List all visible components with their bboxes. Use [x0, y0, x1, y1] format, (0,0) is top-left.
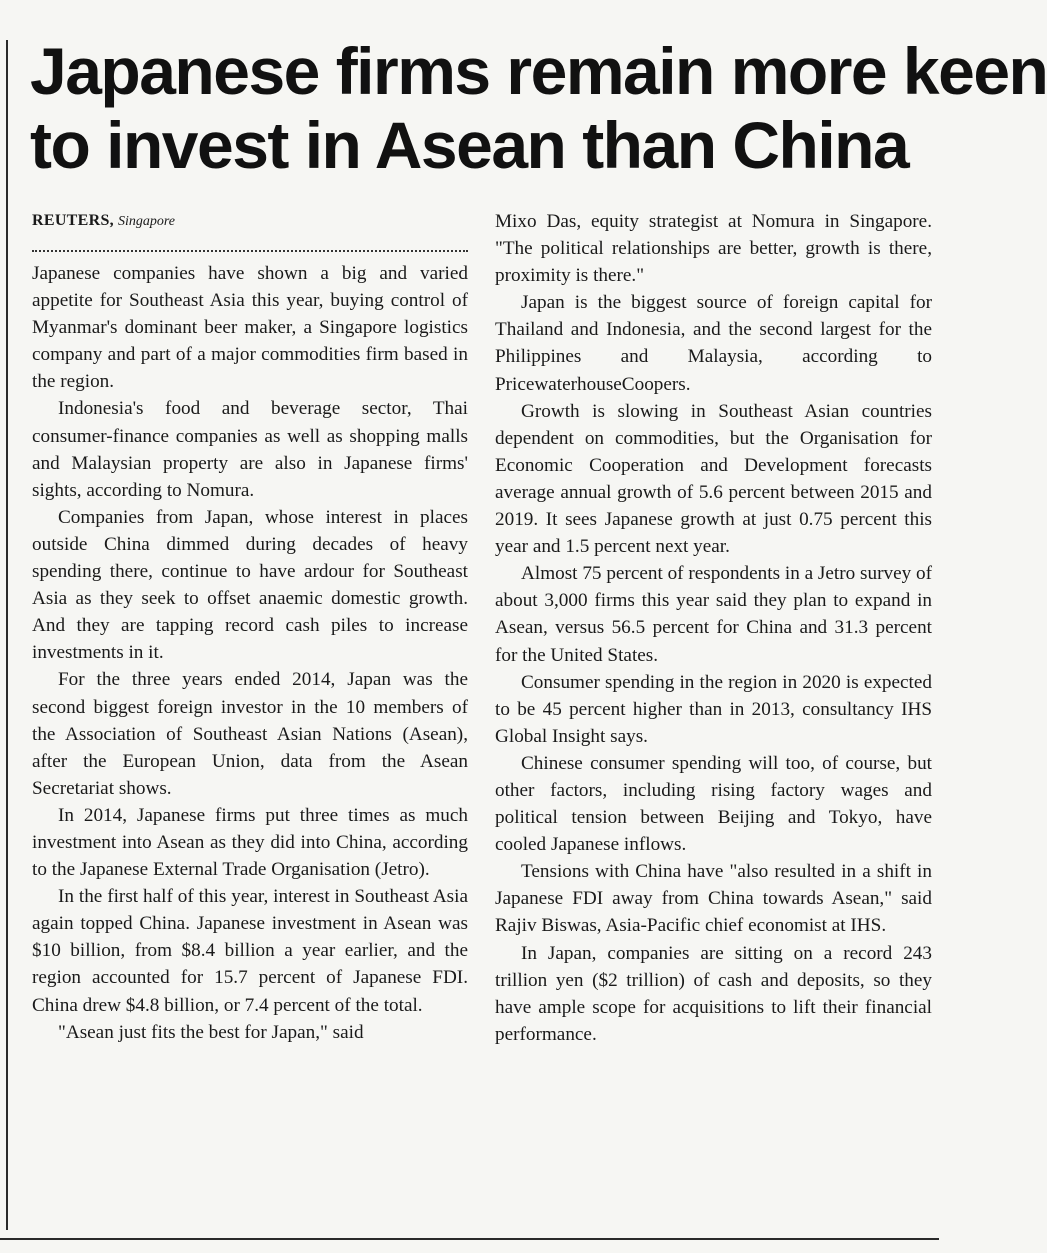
- paragraph: For the three years ended 2014, Japan was the second biggest foreign investor in the 10 members of the Association of Southeast Asian Nations (Asean), after the European Union, data from the Asean Secretariat shows.: [32, 669, 468, 799]
- article-column-right: [495, 208, 932, 1048]
- byline: [32, 208, 468, 234]
- paragraph: Tensions with China have "also resulted in a shift in Japanese FDI away from China towards Asean," said Rajiv Biswas, Asia-Pacific chief economist at IHS.: [495, 861, 932, 937]
- headline: [30, 34, 1047, 182]
- paragraph: Indonesia's food and beverage sector, Thai consumer-finance companies as well as shopping malls and Malaysian property are also in Japanese firms' sights, according to Nomura.: [32, 398, 468, 501]
- paragraph: Companies from Japan, whose interest in places outside China dimmed during decades of heavy spending there, continue to have ardour for Southeast Asia as they seek to offset anaemic domestic growth. And they are tapping record cash piles to increase investments in it.: [32, 506, 468, 664]
- left-column-rule: [6, 40, 8, 1230]
- paragraph: Consumer spending in the region in 2020 is expected to be 45 percent higher than in 2013, consultancy IHS Global Insight says.: [495, 671, 932, 747]
- article-column-left: [32, 208, 468, 1046]
- paragraph: Growth is slowing in Southeast Asian countries dependent on commodities, but the Organisation for Economic Cooperation and Development forecasts average annual growth of 5.6 percent between 2015 and 2019. It sees Japanese growth at just 0.75 percent this year and 1.5 percent next year.: [495, 400, 932, 558]
- paragraph: Chinese consumer spending will too, of course, but other factors, including rising factory wages and political tension between Beijing and Tokyo, have cooled Japanese inflows.: [495, 752, 932, 856]
- paragraph: In the first half of this year, interest in Southeast Asia again topped China. Japanese investment in Asean was $10 billion, from $8.4 billion a year earlier, and the region accounted for 15.7 percent of Japanese FDI. China drew $4.8 billion, or 7.4 percent of the total.: [32, 886, 468, 1016]
- paragraph: Almost 75 percent of respondents in a Jetro survey of about 3,000 firms this year said they plan to expand in Asean, versus 56.5 percent for China and 31.3 percent for the United States.: [495, 563, 932, 666]
- byline-agency: REUTERS,: [32, 212, 114, 229]
- paragraph: Japan is the biggest source of foreign capital for Thailand and Indonesia, and the second largest for the Philippines and Malaysia, according to PricewaterhouseCoopers.: [495, 292, 932, 395]
- headline-line-2: to invest in Asean than China: [30, 108, 909, 182]
- paragraph: Japanese companies have shown a big and varied appetite for Southeast Asia this year, buying control of Myanmar's dominant beer maker, a Singapore logistics company and part of a major commodities firm based in the region.: [32, 263, 468, 393]
- byline-dateline: Singapore: [117, 214, 176, 229]
- bottom-rule: [0, 1238, 939, 1240]
- byline-divider: [32, 234, 468, 252]
- paragraph: "Asean just fits the best for Japan," said: [58, 1021, 364, 1043]
- headline-line-1: Japanese firms remain more keen: [30, 34, 1047, 108]
- paragraph-continuation: Mixo Das, equity strategist at Nomura in Singapore. "The political relationships are better, growth is there, proximity is there.": [495, 211, 932, 287]
- paragraph: In Japan, companies are sitting on a record 243 trillion yen ($2 trillion) of cash and deposits, so they have ample scope for acquisitions to lift their financial performance.: [495, 942, 932, 1045]
- paragraph: In 2014, Japanese firms put three times as much investment into Asean as they did into China, according to the Japanese External Trade Organisation (Jetro).: [32, 804, 468, 881]
